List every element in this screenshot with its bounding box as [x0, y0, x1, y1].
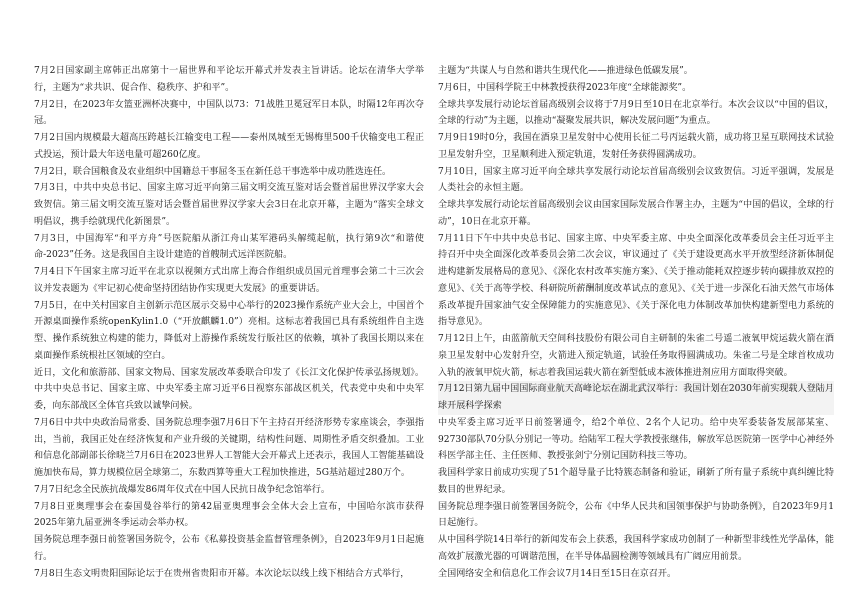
- news-paragraph: 国务院总理李强日前签署国务院令，公布《私募投资基金监督管理条例》，自2023年9月1日起施行。: [34, 535, 424, 562]
- news-paragraph: 7月8日生态文明贵阳国际论坛于在贵州省贵阳市开幕。本次论坛以线上线下相结合方式举行，: [34, 568, 410, 579]
- news-paragraph: 7月11日下午中共中央总书记、国家主席、中央军委主席、中央全面深化改革委员会主任习近平主持召开中央全面深化改革委员会第二次会议，审议通过了《关于建设更高水平开放型经济新体制促进构建新发展格局的意见》、《深化农村改革实施方案》、《关于推动能耗双控逐步转向碳排放双控的意见》、《关于高等学校、科研院所薪酬制度改革试点的意见》、《关于进一步深化石油天然气市场体系改革提升国家油气安全保障能力的实施意见》、《关于深化电力体制改革加快构建新型电力系统的指导意见》。: [438, 233, 834, 328]
- news-paragraph: 7月3日，中共中央总书记、国家主席习近平向第三届文明交流互鉴对话会暨首届世界汉学家大会致贺信。第三届文明交流互鉴对话会暨首届世界汉学家大会3日在北京开幕，主题为“落实全球文明倡议，携手绘就现代化新图景”。: [34, 183, 424, 227]
- news-paragraph: 全球共享发展行动论坛首届高级别会议将于7月9日至10日在北京举行。本次会议以“中国的倡议，全球的行动”为主题，以推动“凝聚发展共识，解决发展问题”为重点。: [438, 99, 834, 127]
- right-column: [438, 63, 834, 582]
- news-paragraph: 近日，文化和旅游部、国家文物局、国家发展改革委联合印发了《长江文化保护传承弘扬规划》。中共中央总书记、国家主席、中央军委主席习近平6日视察东部战区机关，代表党中央和中央军委，向东部战区全体官兵致以诚挚问候。: [34, 367, 424, 411]
- news-paragraph: 中央军委主席习近平日前签署通令，给2个单位、2名个人记功。给中央军委装备发展部某室、92730部队70分队分别记一等功。给陆军工程大学教授张继伟，解放军总医院第一医学中心神经外科医学部主任、主任医师、教授张剑宁分别记国防科技三等功。: [438, 417, 834, 462]
- left-column: [34, 63, 424, 582]
- news-paragraph: 7月4日下午国家主席习近平在北京以视频方式出席上海合作组织成员国元首理事会第二十三次会议并发表题为《牢记初心使命坚持团结协作实现更大发展》的重要讲话。: [34, 267, 424, 294]
- news-paragraph: 从中国科学院14日举行的新闻发布会上获悉，我国科学家成功创制了一种新型非线性光学晶体，能高效扩展激光器的可调谐范围，在半导体晶圆检测等领域具有广阔应用前景。: [438, 535, 834, 562]
- news-paragraph: 7月3日，中国海军“和平方舟”号医院船从浙江舟山某军港码头解缆起航，执行第9次“和谐使命-2023”任务。这是我国自主设计建造的首艘制式远洋医院船。: [34, 233, 424, 261]
- news-paragraph: 7月8日亚奥理事会在泰国曼谷举行的第42届亚奥理事会全体大会上宣布，中国哈尔滨市获得2025年第九届亚洲冬季运动会举办权。: [34, 501, 424, 529]
- news-paragraph: 我国科学家日前成功实现了51个超导量子比特簇态制备和验证，刷新了所有量子系统中真纠缠比特数目的世界纪录。: [438, 468, 834, 495]
- news-paragraph: 7月10日，国家主席习近平向全球共享发展行动论坛首届高级别会议致贺信。习近平强调，发展是人类社会的永恒主题。: [438, 166, 834, 194]
- news-paragraph: 7月2日，在2023年女篮亚洲杯决赛中，中国队以73：71战胜卫冕冠军日本队，时隔12年再次夺冠。: [34, 99, 424, 127]
- news-paragraph: 国务院总理李强日前签署国务院令，公布《中华人民共和国领事保护与协助条例》，自2023年9月1日起施行。: [438, 501, 834, 529]
- news-paragraph: 7月6日，中国科学院王中林教授获得2023年度“全球能源奖”。: [438, 82, 692, 93]
- news-paragraph: 全国网络安全和信息化工作会议7月14日至15日在京召开。: [438, 568, 677, 579]
- news-paragraph: 7月12日上午，由蓝箭航天空间科技股份有限公司自主研制的朱雀二号遥二液氧甲烷运载火箭在酒泉卫星发射中心发射升空，火箭进入预定轨道，试验任务取得圆满成功。朱雀二号是全球首枚成功入轨的液氧甲烷火箭，标志着我国运载火箭在新型低成本液体推进剂应用方面取得突破。: [438, 334, 834, 378]
- news-paragraph: 7月2日，联合国粮食及农业组织中国籍总干事屈冬玉在新任总干事选举中成功胜选连任。: [34, 166, 392, 177]
- news-paragraph: 7月9日19时0分，我国在酒泉卫星发射中心使用长征二号丙运载火箭，成功将卫星互联网技术试验卫星发射升空，卫星顺利进入预定轨道，发射任务获得圆满成功。: [438, 133, 834, 160]
- news-paragraph: 7月7日纪念全民族抗战爆发86周年仪式在中国人民抗日战争纪念馆举行。: [34, 484, 330, 495]
- news-paragraph: 主题为“共谋人与自然和谐共生现代化——推进绿色低碳发展”。: [438, 66, 693, 76]
- news-paragraph: 7月2日国家副主席韩正出席第十一届世界和平论坛开幕式并发表主旨讲话。论坛在清华大学举行，主题为“求共识、促合作、稳秩序、护和平”。: [34, 66, 424, 93]
- news-paragraph: 7月6日中共中央政治局常委、国务院总理李强7月6日下午主持召开经济形势专家座谈会，李强指出，当前，我国正处在经济恢复和产业升级的关键期，结构性问题、周期性矛盾交织叠加。工业和信息化部副部长徐晓兰7月6日在2023世界人工智能大会开幕式上还表示，我国人工智能基础设施加快布局，算力规模位居全球第二，东数西算等重大工程加快推进，5G基站超过280万个。: [34, 417, 424, 478]
- news-paragraph: 全球共享发展行动论坛首届高级别会议由国家国际发展合作署主办，主题为“中国的倡议，全球的行动”，10日在北京开幕。: [438, 200, 834, 227]
- news-paragraph: 7月5日，在中关村国家自主创新示范区展示交易中心举行的2023操作系统产业大会上，中国首个开源桌面操作系统openKylin1.0（“开放麒麟1.0”）亮相。这标志着我国已具有系统组件自主选型、操作系统独立构建的能力，降低对上游操作系统发行版社区的依赖，填补了我国长期以来在桌面操作系统根社区领域的空白。: [34, 300, 424, 361]
- news-paragraph: 7月2日国内规模最大超高压跨越长江输变电工程——泰州凤城至无锡梅里500千伏输变电工程正式投运，预计最大年送电量可超260亿度。: [34, 133, 424, 160]
- news-paragraph: 7月12日第九届中国国际商业航天高峰论坛在湖北武汉举行：我国计划在2030年前实现载人登陆月球开展科学探索: [438, 381, 834, 415]
